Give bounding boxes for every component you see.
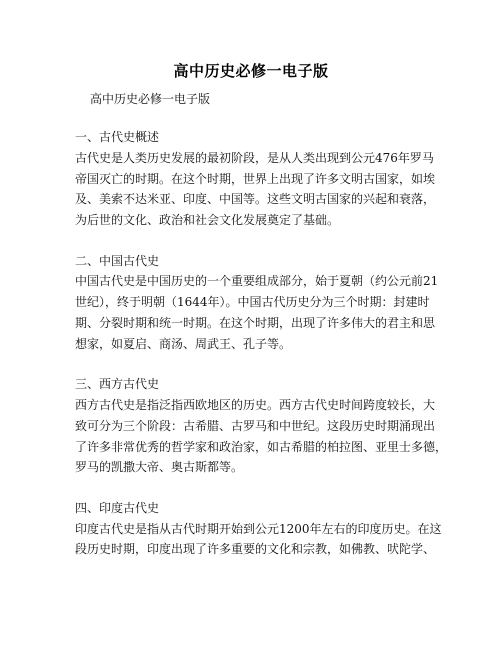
paragraph-line: 了许多非常优秀的哲学家和政治家，如古希腊的柏拉图、亚里士多德， — [75, 439, 448, 454]
document-subtitle: 高中历史必修一电子版 — [90, 92, 211, 106]
paragraph-line: 世纪），终于明朝（1644年）。中国古代历史分为三个时期：封建时 — [75, 295, 430, 310]
paragraph-line: 段历史时期，印度出现了许多重要的文化和宗教，如佛教、吠陀学、 — [75, 542, 436, 557]
paragraph-line: 及、美索不达米亚、印度、中国等。这些文明古国家的兴起和衰落， — [75, 192, 436, 207]
paragraph-line: 为后世的文化、政治和社会文化发展奠定了基础。 — [75, 213, 340, 228]
paragraph-line: 古代史是人类历史发展的最初阶段，是从人类出现到公元476年罗马 — [75, 150, 434, 165]
paragraph-line: 罗马的凯撒大帝、奥古斯都等。 — [75, 460, 244, 475]
paragraph-line: 致可分为三个阶段：古希腊、古罗马和中世纪。这段历史时期涌现出 — [75, 418, 436, 433]
section-china-ancient — [75, 251, 439, 355]
paragraph-line: 帝国灭亡的时期。在这个时期，世界上出现了许多文明古国家，如埃 — [75, 171, 436, 186]
paragraph-line: 印度古代史是指从古代时期开始到公元1200年左右的印度历史。在这 — [75, 521, 442, 536]
section-heading: 二、中国古代史 — [75, 253, 160, 268]
section-heading: 四、印度古代史 — [75, 500, 160, 515]
paragraph-line: 想家，如夏启、商汤、周武王、孔子等。 — [75, 336, 292, 351]
paragraph-line: 西方古代史是指泛指西欧地区的历史。西方古代史时间跨度较长，大 — [75, 397, 436, 412]
section-western-ancient — [75, 374, 448, 478]
section-ancient-overview — [75, 127, 435, 231]
document-title: 高中历史必修一电子版 — [173, 62, 329, 80]
document-body — [75, 127, 448, 580]
section-heading: 三、西方古代史 — [75, 377, 160, 392]
section-heading: 一、古代史概述 — [75, 130, 160, 144]
section-india-ancient — [75, 498, 442, 560]
paragraph-line: 中国古代史是中国历史的一个重要组成部分，始于夏朝（约公元前21 — [75, 274, 439, 289]
paragraph-line: 期、分裂时期和统一时期。在这个时期，出现了许多伟大的君主和思 — [75, 315, 436, 330]
